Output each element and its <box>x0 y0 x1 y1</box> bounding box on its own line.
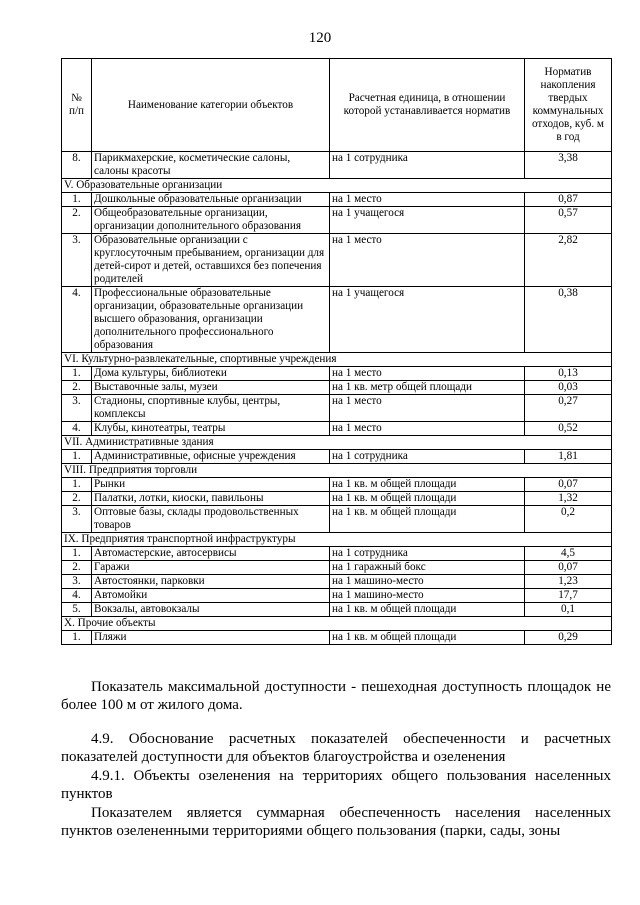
row-norm-value: 0,03 <box>525 381 612 395</box>
row-category-name: Парикмахерские, косметические салоны, салоны красоты <box>92 152 330 179</box>
row-category-name: Автомастерские, автосервисы <box>92 547 330 561</box>
row-number: 8. <box>62 152 92 179</box>
row-norm-value: 0,57 <box>525 207 612 234</box>
table-row <box>62 561 612 575</box>
indicator-paragraph: Показателем является суммарная обеспеченность населения населенных пунктов озелененными территориями общего пользования (парки, сады, зоны <box>61 805 611 839</box>
row-unit: на 1 сотрудника <box>330 547 525 561</box>
page-number: 120 <box>308 30 332 46</box>
row-unit: на 1 учащегося <box>330 207 525 234</box>
row-unit: на 1 сотрудника <box>330 450 525 464</box>
row-norm-value: 0,29 <box>525 631 612 645</box>
row-unit: на 1 кв. м общей площади <box>330 506 525 533</box>
row-category-name: Выставочные залы, музеи <box>92 381 330 395</box>
table-row <box>62 603 612 617</box>
row-category-name: Вокзалы, автовокзалы <box>92 603 330 617</box>
row-number: 3. <box>62 575 92 589</box>
section-title: VI. Культурно-развлекательные, спортивные учреждения <box>62 353 612 367</box>
row-unit: на 1 место <box>330 193 525 207</box>
row-norm-value: 0,1 <box>525 603 612 617</box>
table-row <box>62 395 612 422</box>
row-norm-value: 1,81 <box>525 450 612 464</box>
row-number: 2. <box>62 492 92 506</box>
header-number: № п/п <box>62 59 92 152</box>
row-norm-value: 0,07 <box>525 478 612 492</box>
row-unit: на 1 кв. м общей площади <box>330 492 525 506</box>
row-norm-value: 0,87 <box>525 193 612 207</box>
header-category: Наименование категории объектов <box>92 59 330 152</box>
section-title: IX. Предприятия транспортной инфраструктуры <box>62 533 612 547</box>
row-norm-value: 1,32 <box>525 492 612 506</box>
row-norm-value: 17,7 <box>525 589 612 603</box>
section-title: V. Образовательные организации <box>62 179 612 193</box>
table-row <box>62 367 612 381</box>
row-number: 1. <box>62 450 92 464</box>
row-number: 2. <box>62 381 92 395</box>
row-category-name: Автостоянки, парковки <box>92 575 330 589</box>
waste-norms-table <box>61 58 612 645</box>
row-category-name: Пляжи <box>92 631 330 645</box>
row-unit: на 1 место <box>330 395 525 422</box>
row-norm-value: 4,5 <box>525 547 612 561</box>
row-number: 4. <box>62 589 92 603</box>
table-row <box>62 450 612 464</box>
table-section-row <box>62 617 612 631</box>
row-norm-value: 0,07 <box>525 561 612 575</box>
row-norm-value: 0,13 <box>525 367 612 381</box>
row-category-name: Образовательные организации с круглосуточным пребыванием, организации для детей-сирот и детей, оставшихся без попечения родителей <box>92 234 330 287</box>
row-category-name: Гаражи <box>92 561 330 575</box>
table-section-row <box>62 353 612 367</box>
row-category-name: Дошкольные образовательные организации <box>92 193 330 207</box>
row-category-name: Профессиональные образовательные организации, образовательные организации высшего образования, организации дополнительного профессионального образования <box>92 287 330 353</box>
table-section-row <box>62 464 612 478</box>
row-unit: на 1 кв. метр общей площади <box>330 381 525 395</box>
row-number: 1. <box>62 547 92 561</box>
table-row <box>62 575 612 589</box>
row-unit: на 1 учащегося <box>330 287 525 353</box>
section-4-9-heading: 4.9. Обоснование расчетных показателей обеспеченности и расчетных показателей доступности для объектов благоустройства и озеленения <box>61 731 611 765</box>
section-title: X. Прочие объекты <box>62 617 612 631</box>
row-number: 3. <box>62 234 92 287</box>
table-row <box>62 152 612 179</box>
row-unit: на 1 кв. м общей площади <box>330 631 525 645</box>
table-row <box>62 381 612 395</box>
header-unit: Расчетная единица, в отношении которой устанавливается норматив <box>330 59 525 152</box>
accessibility-paragraph: Показатель максимальной доступности - пешеходная доступность площадок не более 100 м от жилого дома. <box>61 679 611 713</box>
header-norm: Норматив накопления твердых коммунальных отходов, куб. м в год <box>525 59 612 152</box>
row-category-name: Рынки <box>92 478 330 492</box>
row-norm-value: 3,38 <box>525 152 612 179</box>
section-4-9-1-heading: 4.9.1. Объекты озеленения на территориях общего пользования населенных пунктов <box>61 768 611 802</box>
table-row <box>62 193 612 207</box>
table-row <box>62 287 612 353</box>
table-row <box>62 492 612 506</box>
row-norm-value: 1,23 <box>525 575 612 589</box>
table-row <box>62 478 612 492</box>
row-number: 1. <box>62 631 92 645</box>
table-section-row <box>62 179 612 193</box>
row-norm-value: 0,52 <box>525 422 612 436</box>
table-row <box>62 547 612 561</box>
row-unit: на 1 место <box>330 234 525 287</box>
row-norm-value: 2,82 <box>525 234 612 287</box>
row-category-name: Оптовые базы, склады продовольственных товаров <box>92 506 330 533</box>
row-number: 1. <box>62 193 92 207</box>
row-number: 4. <box>62 422 92 436</box>
row-number: 4. <box>62 287 92 353</box>
table-row <box>62 207 612 234</box>
section-title: VII. Административные здания <box>62 436 612 450</box>
row-unit: на 1 место <box>330 367 525 381</box>
row-category-name: Клубы, кинотеатры, театры <box>92 422 330 436</box>
row-norm-value: 0,27 <box>525 395 612 422</box>
row-unit: на 1 гаражный бокс <box>330 561 525 575</box>
row-norm-value: 0,2 <box>525 506 612 533</box>
table-section-row <box>62 533 612 547</box>
table-section-row <box>62 436 612 450</box>
table-row <box>62 631 612 645</box>
row-number: 5. <box>62 603 92 617</box>
table-row <box>62 422 612 436</box>
row-number: 2. <box>62 207 92 234</box>
row-category-name: Административные, офисные учреждения <box>92 450 330 464</box>
section-title: VIII. Предприятия торговли <box>62 464 612 478</box>
row-unit: на 1 машино-место <box>330 589 525 603</box>
table-row <box>62 234 612 287</box>
table-row <box>62 506 612 533</box>
row-number: 2. <box>62 561 92 575</box>
row-category-name: Дома культуры, библиотеки <box>92 367 330 381</box>
row-unit: на 1 кв. м общей площади <box>330 478 525 492</box>
row-unit: на 1 машино-место <box>330 575 525 589</box>
row-norm-value: 0,38 <box>525 287 612 353</box>
table-header-row <box>62 59 612 152</box>
table-row <box>62 589 612 603</box>
row-number: 1. <box>62 478 92 492</box>
row-category-name: Автомойки <box>92 589 330 603</box>
row-category-name: Палатки, лотки, киоски, павильоны <box>92 492 330 506</box>
row-number: 1. <box>62 367 92 381</box>
row-unit: на 1 кв. м общей площади <box>330 603 525 617</box>
row-number: 3. <box>62 506 92 533</box>
row-unit: на 1 место <box>330 422 525 436</box>
row-number: 3. <box>62 395 92 422</box>
row-category-name: Общеобразовательные организации, организации дополнительного образования <box>92 207 330 234</box>
row-unit: на 1 сотрудника <box>330 152 525 179</box>
row-category-name: Стадионы, спортивные клубы, центры, комплексы <box>92 395 330 422</box>
